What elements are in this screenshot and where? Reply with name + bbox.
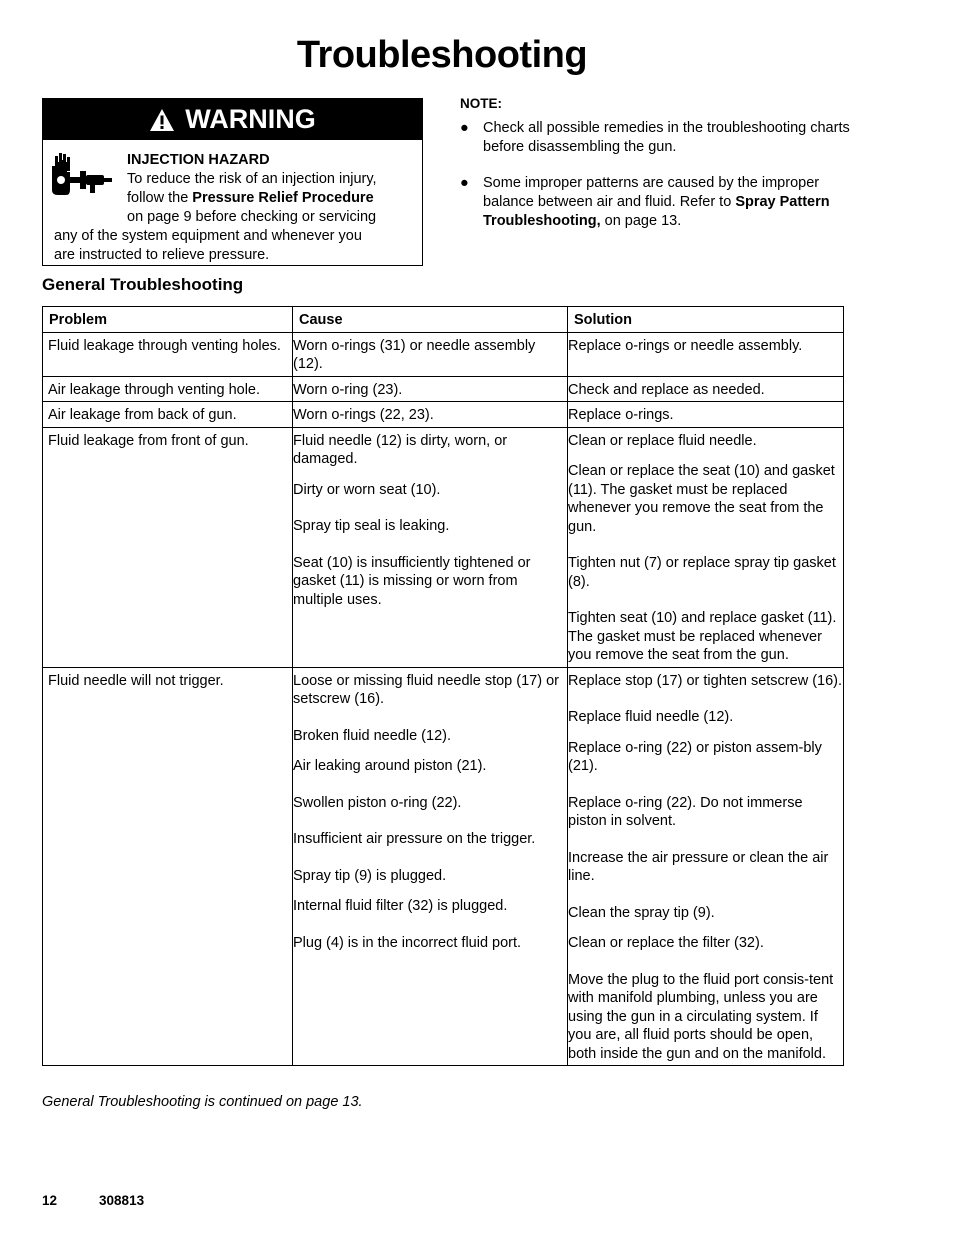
document-number: 308813 [99, 1193, 145, 1208]
note-item-text: Check all possible remedies in the troubleshooting charts before disassembling the gun. [483, 120, 850, 155]
table-row [43, 402, 844, 428]
cause-text: Spray tip (9) is plugged. [293, 867, 447, 884]
pressure-relief-reference: Pressure Relief Procedure [192, 190, 374, 206]
solution-cell [568, 427, 844, 667]
cause-cell [293, 427, 568, 667]
cause-text: Plug (4) is in the incorrect fluid port. [293, 934, 522, 951]
solution-cell [568, 376, 844, 402]
cause-text: Insufficient air pressure on the trigger. [293, 831, 536, 847]
cause-text: Internal fluid filter (32) is plugged. [293, 898, 508, 914]
problem-cell: Air leakage through venting hole. [43, 376, 293, 402]
warning-text-line: are instructed to relieve pressure. [54, 247, 270, 263]
cause-text: Worn o-rings (22, 23). [293, 407, 434, 423]
solution-text: Increase the air pressure or clean the air line. [568, 849, 829, 884]
troubleshooting-table [42, 306, 844, 1066]
note-item [460, 174, 850, 231]
cause-cell [293, 402, 568, 428]
problem-cell: Fluid leakage from front of gun. [43, 427, 293, 667]
cause-cell [293, 332, 568, 376]
page-footer [42, 1193, 186, 1208]
solution-text: Replace stop (17) or tighten setscrew (16). [568, 672, 843, 689]
warning-triangle-icon [149, 108, 175, 132]
section-title: General Troubleshooting [42, 275, 244, 294]
column-header-cause: Cause [293, 307, 568, 333]
note-item-text: Some improper patterns are caused by the improper balance between air and fluid. Refer to [483, 175, 820, 210]
cause-cell [293, 667, 568, 1066]
table-row [43, 332, 844, 376]
warning-box [42, 98, 423, 266]
cause-text: Dirty or worn seat (10). [293, 481, 441, 498]
page-number: 12 [42, 1193, 58, 1208]
warning-text-line: on page 9 before checking or servicing [127, 209, 377, 225]
table-row [43, 667, 844, 1066]
solution-text: Check and replace as needed. [568, 381, 765, 398]
solution-text: Clean or replace fluid needle. [568, 432, 757, 449]
solution-text: Replace o-ring (22) or piston assem-bly (21). [568, 739, 822, 774]
cause-text: Worn o-ring (23). [293, 381, 403, 398]
column-header-solution: Solution [568, 307, 844, 333]
solution-text: Tighten nut (7) or replace spray tip gasket (8). [568, 555, 836, 590]
solution-cell [568, 332, 844, 376]
cause-text: Swollen piston o-ring (22). [293, 794, 462, 811]
warning-text-line: any of the system equipment and whenever you [54, 228, 362, 244]
cause-text: Broken fluid needle (12). [293, 727, 451, 744]
problem-cell: Air leakage from back of gun. [43, 402, 293, 428]
cause-text: Air leaking around piston (21). [293, 758, 487, 774]
solution-text: Tighten seat (10) and replace gasket (11). The gasket must be replaced whenever you remove the seat from the gun. [568, 610, 837, 663]
warning-header [43, 99, 422, 140]
continued-note: General Troubleshooting is continued on page 13. [42, 1094, 363, 1110]
bullet-icon: ● [460, 175, 469, 191]
cause-text: Worn o-rings (31) or needle assembly (12). [293, 337, 536, 372]
table-body [43, 332, 844, 1066]
hazard-title: INJECTION HAZARD [127, 152, 270, 168]
note-label: NOTE: [460, 96, 502, 111]
injection-hazard-hand-icon [50, 152, 114, 196]
column-header-problem: Problem [43, 307, 293, 333]
table-row [43, 376, 844, 402]
solution-text: Clean or replace the filter (32). [568, 935, 764, 951]
solution-text: Replace o-rings. [568, 407, 674, 423]
note-item [460, 119, 850, 157]
cause-text: Loose or missing fluid needle stop (17) or setscrew (16). [293, 672, 559, 707]
warning-heading: WARNING [185, 104, 316, 134]
bullet-icon: ● [460, 120, 469, 136]
note-block [460, 94, 850, 248]
warning-text-line [127, 189, 412, 208]
solution-cell [568, 667, 844, 1066]
cause-text: Spray tip seal is leaking. [293, 518, 450, 534]
warning-text-line: To reduce the risk of an injection injury, [127, 171, 377, 187]
warning-body [43, 140, 422, 265]
problem-cell: Fluid leakage through venting holes. [43, 332, 293, 376]
page-title: Troubleshooting [296, 34, 588, 76]
solution-text: Clean or replace the seat (10) and gasket (11). The gasket must be replaced whenever you remove the seat from the gun. [568, 463, 835, 535]
spray-pattern-reference: Spray Pattern Troubleshooting, [483, 194, 830, 229]
cause-text: Fluid needle (12) is dirty, worn, or damaged. [293, 432, 508, 467]
solution-text: Move the plug to the fluid port consis-tent with manifold plumbing, unless you are using the gun in a circulating system. If you are, all fluid ports should be open, both inside the gun and on the manifold. [568, 971, 834, 1062]
solution-text: Replace o-rings or needle assembly. [568, 337, 803, 354]
cause-text: Seat (10) is insufficiently tightened or gasket (11) is missing or worn from multiple uses. [293, 554, 531, 608]
cause-cell [293, 376, 568, 402]
table-header-row [43, 307, 844, 333]
solution-text: Replace fluid needle (12). [568, 709, 734, 725]
problem-cell: Fluid needle will not trigger. [43, 667, 293, 1066]
warning-text-fragment: follow the [127, 190, 193, 206]
solution-cell [568, 402, 844, 428]
note-item-text: on page 13. [600, 213, 682, 229]
table-row [43, 427, 844, 667]
solution-text: Clean the spray tip (9). [568, 904, 715, 921]
solution-text: Replace o-ring (22). Do not immerse piston in solvent. [568, 794, 803, 829]
